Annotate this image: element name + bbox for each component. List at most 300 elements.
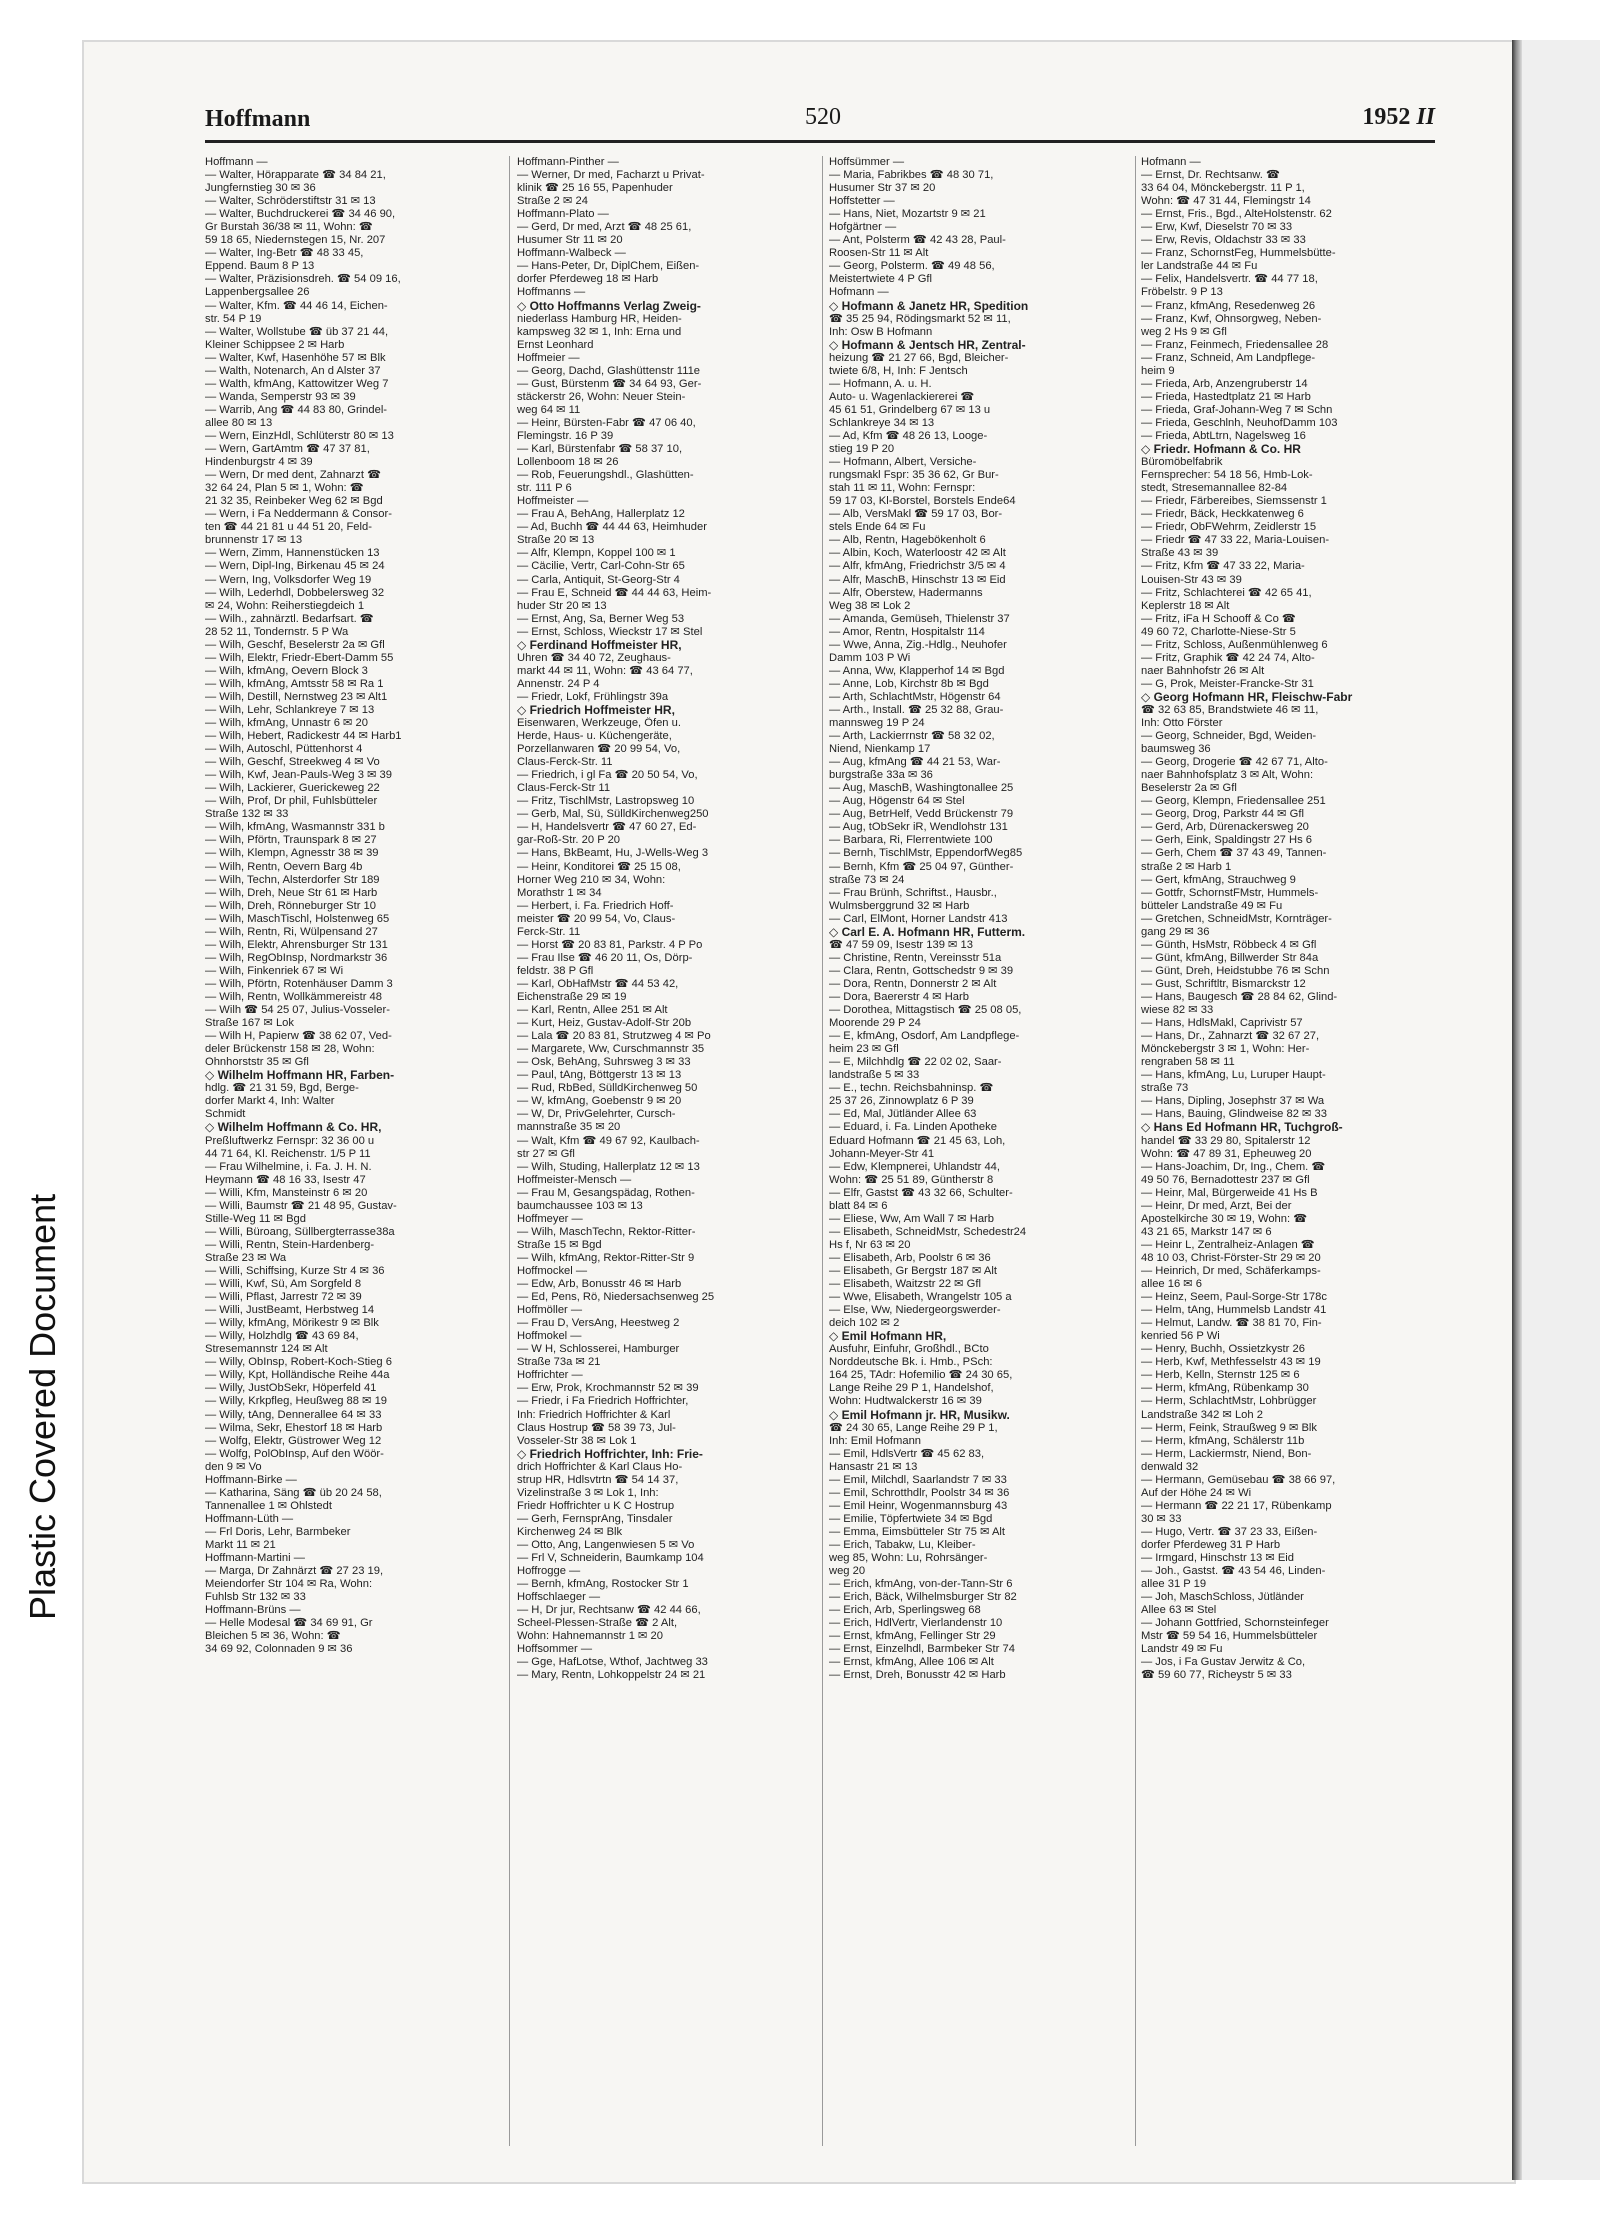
directory-line: — Günt, kfmAng, Billwerder Str 84a: [1141, 951, 1319, 964]
directory-line: — Mary, Rentn, Lohkoppelstr 24 ✉ 21: [517, 1669, 706, 1682]
directory-line: — Alfr, kfmAng, Friedrichstr 3/5 ✉ 4: [829, 560, 1006, 573]
directory-line: ◇ Friedr. Hofmann & Co. HR: [1141, 443, 1301, 457]
directory-line: — Frau E, Schneid ☎ 44 44 63, Heim-: [517, 586, 712, 599]
directory-line: — Georg, Klempn, Friedensallee 251: [1141, 795, 1326, 808]
directory-line: Meistertwiete 4 P Gfl: [829, 273, 933, 286]
directory-line: — Wern, Dr med dent, Zahnarzt ☎: [205, 469, 382, 482]
directory-line: Hoffrogge —: [517, 1565, 581, 1578]
directory-line: — Marga, Dr Zahnärzt ☎ 27 23 19,: [205, 1565, 384, 1578]
page-number: 520: [805, 104, 841, 130]
directory-line: — Hans, Bauing, Glindweise 82 ✉ 33: [1141, 1108, 1327, 1121]
directory-line: — Ed, Mal, Jütländer Allee 63: [829, 1108, 977, 1121]
directory-line: str. 54 P 19: [205, 312, 262, 325]
directory-line: — Willi, Büroang, Süllbergterrasse38a: [205, 1225, 395, 1238]
directory-line: Wohn: Hahnemannstr 1 ✉ 20: [517, 1630, 663, 1643]
directory-line: Ernst Leonhard: [517, 338, 594, 351]
directory-line: str 27 ✉ Gfl: [517, 1147, 575, 1160]
directory-line: — Gerh, FernsprAng, Tinsdaler: [517, 1512, 673, 1525]
directory-line: markt 44 ✉ 11, Wohn: ☎ 43 64 77,: [517, 664, 693, 677]
directory-line: — Heinr, Bürsten-Fabr ☎ 47 06 40,: [517, 416, 696, 429]
header-rule: [205, 140, 1435, 143]
directory-line: Ferck-Str. 11: [517, 925, 581, 938]
directory-line: str. 111 P 6: [517, 482, 572, 495]
directory-line: — Wilh, Pförtn, Rotenhäuser Damm 3: [205, 977, 393, 990]
directory-line: — Gerh, Chem ☎ 37 43 49, Tannen-: [1141, 847, 1327, 860]
directory-line: Claus-Ferck-Str 11: [517, 782, 611, 795]
directory-line: ◇ Otto Hoffmanns Verlag Zweig-: [517, 299, 701, 313]
directory-line: — Franz, SchornstFeg, Hummelsbütte-: [1141, 247, 1336, 260]
directory-line: — Wilh, Kwf, Jean-Pauls-Weg 3 ✉ 39: [205, 769, 392, 782]
directory-line: Hoffmöller —: [517, 1304, 583, 1317]
directory-line: 49 50 76, Bernadottestr 237 ✉ Gfl: [1141, 1173, 1310, 1186]
directory-line: Uhren ☎ 34 40 72, Zeughaus-: [517, 651, 671, 664]
directory-line: Niend, Nienkamp 17: [829, 743, 931, 756]
directory-line: — Ernst, Dr. Rechtsanw. ☎: [1141, 169, 1280, 182]
directory-line: ☎ 24 30 65, Lange Reihe 29 P 1,: [829, 1421, 998, 1434]
directory-line: — Dorothea, Mittagstisch ☎ 25 08 05,: [829, 1004, 1022, 1017]
directory-line: — Wanda, Semperstr 93 ✉ 39: [205, 390, 356, 403]
directory-line: ◇ Hofmann & Jentsch HR, Zentral-: [829, 338, 1026, 352]
directory-line: — Elisabeth, Gr Bergstr 187 ✉ Alt: [829, 1264, 997, 1277]
directory-line: — Wern, GartAmtm ☎ 47 37 81,: [205, 443, 370, 456]
directory-line: ◇ Hofmann & Janetz HR, Spedition: [829, 299, 1029, 313]
directory-line: — Walter, Buchdruckerei ☎ 34 46 90,: [205, 208, 396, 221]
directory-line: — Willy, tAng, Dennerallee 64 ✉ 33: [205, 1408, 382, 1421]
directory-line: Hoffmeister-Mensch —: [517, 1173, 632, 1186]
directory-line: — Wern, Dipl-Ing, Birkenau 45 ✉ 24: [205, 560, 385, 573]
directory-line: — Carl, ElMont, Horner Landstr 413: [829, 912, 1008, 925]
directory-line: — Hans, BkBeamt, Hu, J-Wells-Weg 3: [517, 847, 709, 860]
directory-line: — Franz, Kwf, Ohnsorgweg, Neben-: [1141, 312, 1322, 325]
directory-line: — Hofmann, A. u. H.: [829, 377, 932, 390]
directory-line: — Walter, Ing-Betr ☎ 48 33 45,: [205, 247, 364, 260]
directory-line: — Felix, Handelsvertr. ☎ 44 77 18,: [1141, 273, 1318, 286]
directory-line: burgstraße 33a ✉ 36: [829, 769, 933, 782]
directory-line: — Bernh, Kfm ☎ 25 04 97, Günther-: [829, 860, 1014, 873]
directory-line: — Wilh, Geschf, Beselerstr 2a ✉ Gfl: [205, 638, 385, 651]
directory-line: — Henry, Buchh, Ossietzkystr 26: [1141, 1343, 1305, 1356]
directory-line: Hoffmann —: [205, 156, 268, 168]
directory-line: — Dora, Baererstr 4 ✉ Harb: [829, 991, 969, 1003]
directory-line: — Erich, Tabakw, Lu, Kleiber-: [829, 1538, 976, 1551]
directory-line: brunnenstr 17 ✉ 13: [205, 534, 303, 547]
directory-line: ten ☎ 44 21 81 u 44 51 20, Feld-: [205, 521, 372, 534]
directory-line: Landstraße 342 ✉ Loh 2: [1141, 1408, 1263, 1421]
directory-line: — Ad, Buchh ☎ 44 44 63, Heimhuder: [517, 521, 707, 534]
directory-line: Herde, Haus- u. Küchengeräte,: [517, 730, 672, 743]
directory-line: Moorende 29 P 24: [829, 1017, 921, 1030]
directory-line: — Gust, Schriftltr, Bismarckstr 12: [1141, 977, 1306, 990]
page-header: [205, 102, 1435, 142]
directory-line: denwald 32: [1141, 1460, 1199, 1473]
directory-line: Auto- u. Wagenlackiererei ☎: [829, 390, 975, 403]
directory-line: — Wilh H, Papierw ☎ 38 62 07, Ved-: [205, 1030, 392, 1043]
directory-line: — Anne, Lob, Kirchstr 8b ✉ Bgd: [829, 677, 989, 690]
directory-line: — Helm, tAng, Hummelsb Landstr 41: [1141, 1304, 1327, 1317]
directory-line: ✉ 24, Wohn: Reiherstiegdeich 1: [205, 599, 365, 612]
directory-line: 59 18 65, Niedernstegen 15, Nr. 207: [205, 234, 386, 247]
directory-line: Hoffstetter —: [829, 195, 895, 208]
directory-line: — Ernst, kfmAng, Allee 106 ✉ Alt: [829, 1656, 994, 1669]
directory-line: Hoffmeyer —: [517, 1212, 583, 1225]
directory-line: — Fritz, Kfm ☎ 47 33 22, Maria-: [1141, 560, 1305, 573]
directory-line: Stresemannstr 124 ✉ Alt: [205, 1343, 328, 1356]
directory-line: — Karl, ObHafMstr ☎ 44 53 42,: [517, 977, 679, 990]
directory-line: — Walt, Kfm ☎ 49 67 92, Kaulbach-: [517, 1134, 700, 1147]
directory-line: ◇ Georg Hofmann HR, Fleischw-Fabr: [1141, 690, 1353, 704]
directory-line: — Günt, Dreh, Heidstubbe 76 ✉ Schn: [1141, 964, 1330, 977]
directory-line: — Frau Brünh, Schriftst., Hausbr.,: [829, 886, 997, 899]
directory-line: — Hans, Dr., Zahnarzt ☎ 32 67 27,: [1141, 1030, 1320, 1043]
directory-line: stedt, Stresemannallee 82-84: [1141, 482, 1288, 495]
directory-line: — Clara, Rentn, Gottschedstr 9 ✉ 39: [829, 964, 1014, 977]
directory-line: — Hans, Niet, Mozartstr 9 ✉ 21: [829, 208, 986, 221]
directory-line: 32 64 24, Plan 5 ✉ 1, Wohn: ☎: [205, 482, 364, 495]
directory-line: Hoffmann-Pinther —: [517, 156, 619, 168]
directory-line: — Herm, kfmAng, Schälerstr 11b: [1141, 1434, 1305, 1447]
directory-line: Porzellanwaren ☎ 20 99 54, Vo,: [517, 743, 681, 756]
directory-line: 164 25, TAdr: Hofemilio ☎ 24 30 65,: [829, 1369, 1013, 1382]
directory-line: — Walter, Präzisionsdreh. ☎ 54 09 16,: [205, 273, 401, 286]
directory-line: Straße 23 ✉ Wa: [205, 1251, 287, 1264]
directory-line: — Ernst, kfmAng, Fellinger Str 29: [829, 1630, 996, 1643]
directory-line: Louisen-Str 43 ✉ 39: [1141, 573, 1242, 586]
directory-line: Inh: Friedrich Hoffrichter & Karl: [517, 1408, 671, 1421]
directory-line: — Heinr L, Zentralheiz-Anlagen ☎: [1141, 1238, 1315, 1251]
directory-line: Friedr Hoffrichter u K C Hostrup: [517, 1499, 675, 1512]
directory-line: — G, Prok, Meister-Francke-Str 31: [1141, 677, 1314, 690]
directory-line: — Erich, Arb, Sperlingsweg 68: [829, 1604, 981, 1617]
directory-line: Morathstr 1 ✉ 34: [517, 886, 602, 899]
directory-line: Husumer Str 37 ✉ 20: [829, 182, 936, 195]
directory-line: — Wolfg, PolObInsp, Auf den Wöör-: [205, 1447, 384, 1460]
directory-line: Flemingstr. 16 P 39: [517, 429, 614, 442]
directory-line: — Aug, MaschB, Washingtonallee 25: [829, 782, 1014, 795]
directory-line: — Erw, Prok, Krochmannstr 52 ✉ 39: [517, 1382, 699, 1395]
directory-line: — Elfr, Gastst ☎ 43 32 66, Schulter-: [829, 1186, 1013, 1199]
directory-line: weg 64 ✉ 11: [517, 403, 581, 416]
directory-line: — Wilh, Hebert, Radickestr 44 ✉ Harb1: [205, 730, 402, 743]
directory-line: — Gerb, Mal, Sü, SülldKirchenweg250: [517, 808, 709, 821]
directory-line: Keplerstr 18 ✉ Alt: [1141, 599, 1230, 612]
directory-line: Hoffmann-Martini —: [205, 1552, 305, 1565]
directory-line: — Erich, Bäck, Wilhelmsburger Str 82: [829, 1591, 1017, 1604]
directory-line: drich Hoffrichter & Karl Claus Ho-: [517, 1460, 683, 1473]
directory-line: — Wern, Ing, Volksdorfer Weg 19: [205, 573, 372, 586]
directory-column-2: [517, 156, 811, 2146]
directory-line: — Arth., Install. ☎ 25 32 88, Grau-: [829, 703, 1004, 716]
directory-line: — W, Dr, PrivGelehrter, Cursch-: [517, 1108, 676, 1121]
directory-line: Kleiner Schippsee 2 ✉ Harb: [205, 338, 345, 351]
directory-line: — Georg, Drog, Parkstr 44 ✉ Gfl: [1141, 808, 1304, 821]
directory-line: — Frau Wilhelmine, i. Fa. J. H. N.: [205, 1160, 372, 1173]
directory-line: stäckerstr 26, Wohn: Neuer Stein-: [517, 390, 686, 403]
directory-line: — Aug, BetrHelf, Vedd Brückenstr 79: [829, 808, 1014, 821]
directory-line: — Emma, Eimsbütteler Str 75 ✉ Alt: [829, 1525, 1005, 1538]
directory-line: 21 32 35, Reinbeker Weg 62 ✉ Bgd: [205, 495, 383, 508]
directory-line: — Wilh, Destill, Nernstweg 23 ✉ Alt1: [205, 690, 388, 703]
header-volume: II: [1416, 104, 1435, 130]
directory-line: — Franz, Schneid, Am Landpflege-: [1141, 351, 1316, 364]
directory-line: — Wilh, kfmAng, Wasmannstr 331 b: [205, 821, 385, 834]
directory-line: — Aug, tObSekr iR, Wendlohstr 131: [829, 821, 1008, 834]
directory-line: Straße 167 ✉ Lok: [205, 1017, 294, 1030]
directory-line: — Friedr, Bäck, Heckkatenweg 6: [1141, 508, 1304, 521]
directory-line: — Walter, Schröderstiftstr 31 ✉ 13: [205, 195, 376, 208]
directory-line: ◇ Wilhelm Hoffmann HR, Farben-: [205, 1069, 395, 1083]
directory-line: — Herb, Kelln, Sternstr 125 ✉ 6: [1141, 1369, 1300, 1382]
directory-line: — Wilh, MaschTischl, Holstenweg 65: [205, 912, 390, 925]
directory-line: — Alfr, MaschB, Hinschstr 13 ✉ Eid: [829, 573, 1006, 586]
directory-line: — Frau Ilse ☎ 46 20 11, Os, Dörp-: [517, 951, 693, 964]
directory-line: — Cäcilie, Vertr, Carl-Cohn-Str 65: [517, 560, 685, 573]
directory-line: Tannenallee 1 ✉ Ohlstedt: [205, 1499, 332, 1512]
directory-line: Lappenbergsallee 26: [205, 286, 310, 299]
book-spine-edge: [1512, 40, 1522, 2180]
directory-line: — Christine, Rentn, Vereinsstr 51a: [829, 951, 1002, 964]
directory-line: Hofmann —: [1141, 156, 1201, 168]
directory-line: — Aug, kfmAng ☎ 44 21 53, War-: [829, 756, 1001, 769]
directory-line: Claus-Ferck-Str. 11: [517, 756, 613, 769]
directory-line: — Hans-Peter, Dr, DiplChem, Eißen-: [517, 260, 700, 273]
directory-line: — E, kfmAng, Osdorf, Am Landpflege-: [829, 1030, 1020, 1043]
directory-line: Eppend. Baum 8 P 13: [205, 260, 315, 273]
directory-line: — Ernst, Einzelhdl, Barmbeker Str 74: [829, 1643, 1015, 1656]
directory-line: weg 20: [829, 1565, 866, 1578]
directory-line: — Elisabeth, Waitzstr 22 ✉ Gfl: [829, 1278, 981, 1291]
directory-line: — Osk, BehAng, Suhrsweg 3 ✉ 33: [517, 1056, 691, 1069]
directory-line: Hoffmann-Brüns —: [205, 1604, 301, 1617]
directory-line: — Willy, JustObSekr, Höperfeld 41: [205, 1382, 377, 1395]
directory-line: deich 102 ✉ 2: [829, 1317, 900, 1330]
directory-line: — Wolfg, Elektr, Güstrower Weg 12: [205, 1434, 382, 1447]
directory-line: — Arth, SchlachtMstr, Högenstr 64: [829, 690, 1001, 703]
directory-line: — Walter, Kfm. ☎ 44 46 14, Eichen-: [205, 299, 388, 312]
directory-line: Hoffmockel —: [517, 1264, 588, 1277]
directory-line: — Warrib, Ang ☎ 44 83 80, Grindel-: [205, 403, 388, 416]
directory-line: ☎ 47 59 09, Isestr 139 ✉ 13: [829, 938, 973, 951]
directory-line: weg 2 Hs 9 ✉ Gfl: [1141, 325, 1227, 338]
directory-line: — H, Dr jur, Rechtsanw ☎ 42 44 66,: [517, 1604, 701, 1617]
directory-line: — Ernst, Dreh, Bonusstr 42 ✉ Harb: [829, 1669, 1006, 1682]
directory-line: Inh: Emil Hofmann: [829, 1434, 922, 1447]
directory-line: — Lala ☎ 20 83 81, Strutzweg 4 ✉ Po: [517, 1030, 711, 1043]
directory-line: Straße 2 ✉ 24: [517, 195, 588, 208]
directory-line: — Frieda, Geschlnh, NeuhofDamm 103: [1141, 416, 1338, 429]
directory-line: — Else, Ww, Niedergeorgswerder-: [829, 1304, 1001, 1317]
directory-line: — H, Handelsvertr ☎ 47 60 27, Ed-: [517, 821, 697, 834]
directory-line: — Hermann, Gemüsebau ☎ 38 66 97,: [1141, 1473, 1336, 1486]
directory-line: — Frieda, Graf-Johann-Weg 7 ✉ Schn: [1141, 403, 1333, 416]
directory-line: — Wilh, Dreh, Rönneburger Str 10: [205, 899, 376, 912]
directory-line: — Alb, VersMakl ☎ 59 17 03, Bor-: [829, 508, 1003, 521]
directory-line: Scheel-Plessen-Straße ☎ 2 Alt,: [517, 1617, 678, 1630]
directory-line: — Edw, Arb, Bonusstr 46 ✉ Harb: [517, 1278, 682, 1291]
directory-line: gar-Roß-Str. 20 P 20: [517, 834, 621, 847]
directory-line: Hoffmann-Lüth —: [205, 1512, 294, 1525]
directory-line: — Herb, Kwf, Methfesselstr 43 ✉ 19: [1141, 1356, 1321, 1369]
directory-line: — Franz, kfmAng, Resedenweg 26: [1141, 299, 1316, 312]
directory-line: Hoffmeister —: [517, 495, 589, 508]
directory-line: ◇ Hans Ed Hofmann HR, Tuchgroß-: [1141, 1121, 1343, 1135]
directory-line: Hoffmann-Walbeck —: [517, 247, 626, 260]
page-margin-right: [1522, 40, 1600, 2180]
directory-line: — Willi, Rentn, Stein-Hardenberg-: [205, 1238, 375, 1251]
directory-line: Schlankreye 34 ✉ 13: [829, 416, 935, 429]
directory-line: — Hans, Dipling, Josephstr 37 ✉ Wa: [1141, 1095, 1325, 1108]
directory-line: — Hans, kfmAng, Lu, Luruper Haupt-: [1141, 1069, 1326, 1082]
directory-line: blatt 84 ✉ 6: [829, 1199, 888, 1212]
directory-line: — Wilh., zahnärztl. Bedarfsart. ☎: [205, 612, 374, 625]
directory-line: Hoffschlaeger —: [517, 1591, 601, 1604]
directory-line: — Wilh, Geschf, Streekweg 4 ✉ Vo: [205, 756, 380, 769]
directory-line: — Herbert, i. Fa. Friedrich Hoff-: [517, 899, 674, 912]
directory-line: — Alfr, Klempn, Koppel 100 ✉ 1: [517, 547, 676, 560]
directory-line: — Willy, ObInsp, Robert-Koch-Stieg 6: [205, 1356, 392, 1369]
directory-line: Apostelkirche 30 ✉ 19, Wohn: ☎: [1141, 1212, 1308, 1225]
directory-line: Stille-Weg 11 ✉ Bgd: [205, 1212, 306, 1225]
directory-line: — Frieda, Arb, Anzengruberstr 14: [1141, 377, 1308, 390]
directory-line: Schmidt: [205, 1108, 246, 1121]
directory-line: allee 31 P 19: [1141, 1578, 1207, 1591]
directory-line: — Wilh, kfmAng, Oevern Block 3: [205, 664, 368, 677]
directory-line: — Aug, Högenstr 64 ✉ Stel: [829, 795, 965, 808]
directory-line: — Amanda, Gemüseh, Thielenstr 37: [829, 612, 1010, 625]
directory-line: — Wilh, Pförtn, Traunspark 8 ✉ 27: [205, 834, 377, 847]
directory-line: — Ernst, Schloss, Wieckstr 17 ✉ Stel: [517, 625, 703, 638]
directory-line: — Georg, Polsterm. ☎ 49 48 56,: [829, 260, 995, 273]
directory-line: — Erich, HdlVertr, Vierlandenstr 10: [829, 1617, 1003, 1630]
directory-line: — Hans, Baugesch ☎ 28 84 62, Glind-: [1141, 991, 1338, 1003]
directory-line: — Willi, Schiffsing, Kurze Str 4 ✉ 36: [205, 1264, 385, 1277]
directory-column-1: [205, 156, 499, 2146]
directory-column-4: [1141, 156, 1435, 2146]
directory-line: — Wilh, Rentn, Ri, Wülpensand 27: [205, 925, 378, 938]
directory-line: Eisenwaren, Werkzeuge, Öfen u.: [517, 717, 681, 730]
directory-line: — Carla, Antiquit, St-Georg-Str 4: [517, 573, 680, 586]
directory-line: — Hans, HdlsMakl, Caprivistr 57: [1141, 1017, 1303, 1030]
directory-line: Wohn: Hudtwalckerstr 16 ✉ 39: [829, 1395, 982, 1408]
directory-line: — Hugo, Vertr. ☎ 37 23 33, Eißen-: [1141, 1525, 1318, 1538]
directory-line: — Wilh, Elektr, Friedr-Ebert-Damm 55: [205, 651, 394, 664]
directory-line: — Helmut, Landw. ☎ 38 81 70, Fin-: [1141, 1317, 1322, 1330]
directory-line: — Herm, Feink, Straußweg 9 ✉ Blk: [1141, 1421, 1317, 1434]
directory-line: — Fritz, Graphik ☎ 42 24 74, Alto-: [1141, 651, 1315, 664]
directory-line: — Friedr, Färbereibes, Siemssenstr 1: [1141, 495, 1327, 508]
directory-line: — Barbara, Ri, Flerrentwiete 100: [829, 834, 993, 847]
directory-line: — Heinr, Konditorei ☎ 25 15 08,: [517, 860, 681, 873]
directory-line: — Georg, Dachd, Glashüttenstr 111e: [517, 364, 701, 377]
directory-line: — Willy, kfmAng, Mörikestr 9 ✉ Blk: [205, 1317, 379, 1330]
directory-line: Straße 132 ✉ 33: [205, 808, 289, 821]
directory-line: gang 29 ✉ 36: [1141, 925, 1210, 938]
directory-line: — Elisabeth, Arb, Poolstr 6 ✉ 36: [829, 1251, 991, 1264]
directory-line: Inh: Otto Förster: [1141, 717, 1223, 730]
directory-line: naer Bahnhofsplatz 3 ✉ Alt, Wohn:: [1141, 769, 1314, 782]
directory-line: Hoffmeier —: [517, 351, 580, 364]
directory-line: — Wilh, kfmAng, Unnastr 6 ✉ 20: [205, 717, 368, 730]
directory-line: — Willy, Krkpfleg, Heußweg 88 ✉ 19: [205, 1395, 388, 1408]
directory-line: Ausfuhr, Einfuhr, Großhdl., BCto: [829, 1343, 989, 1356]
directory-line: landstraße 5 ✉ 33: [829, 1069, 920, 1082]
directory-line: — Wilh ☎ 54 25 07, Julius-Vosseler-: [205, 1004, 390, 1017]
directory-line: Hoffmann-Plato —: [517, 208, 609, 221]
directory-line: — Dora, Rentn, Donnerstr 2 ✉ Alt: [829, 977, 997, 990]
directory-line: — Frieda, Hastedtplatz 21 ✉ Harb: [1141, 390, 1311, 403]
directory-line: — Wilh, kfmAng, Amtsstr 58 ✉ Ra 1: [205, 677, 384, 690]
directory-line: — Wilh, Prof, Dr phil, Fuhlsbütteler: [205, 795, 378, 808]
directory-line: — Wilh, Lehr, Schlankreye 7 ✉ 13: [205, 703, 375, 716]
directory-line: — Ed, Pens, Rö, Niedersachsenweg 25: [517, 1291, 715, 1304]
directory-line: ☎ 32 63 85, Brandstwiete 46 ✉ 11,: [1141, 703, 1319, 716]
directory-line: — Alb, Rentn, Hagebökenholt 6: [829, 534, 986, 547]
directory-line: ◇ Friedrich Hoffrichter, Inh: Frie-: [517, 1447, 703, 1461]
directory-line: — Herm, kfmAng, Rübenkamp 30: [1141, 1382, 1309, 1395]
directory-line: Straße 73a ✉ 21: [517, 1356, 601, 1369]
directory-line: Mönckebergstr 3 ✉ 1, Wohn: Her-: [1141, 1043, 1310, 1056]
directory-line: Auf der Höhe 24 ✉ Wi: [1141, 1486, 1252, 1499]
directory-line: — Karl, Bürstenfabr ☎ 58 37 10,: [517, 443, 683, 456]
directory-line: Gr Burstah 36/38 ✉ 11, Wohn: ☎: [205, 221, 373, 234]
directory-line: — Edw, Klempnerei, Uhlandstr 44,: [829, 1160, 1001, 1173]
directory-line: stels Ende 64 ✉ Fu: [829, 521, 926, 534]
directory-line: — Franz, Feinmech, Friedensallee 28: [1141, 338, 1329, 351]
directory-line: ◇ Wilhelm Hoffmann & Co. HR,: [205, 1121, 382, 1135]
directory-line: Fernsprecher: 54 18 56, Hmb-Lok-: [1141, 469, 1313, 482]
directory-line: — Elisabeth, SchneidMstr, Schedestr24: [829, 1225, 1027, 1238]
directory-line: — Friedr, Lokf, Frühlingstr 39a: [517, 690, 669, 703]
directory-line: — Heinrich, Dr med, Schäferkamps-: [1141, 1264, 1321, 1277]
directory-line: — Albin, Koch, Waterloostr 42 ✉ Alt: [829, 547, 1006, 560]
directory-line: — E, Milchhdlg ☎ 22 02 02, Saar-: [829, 1056, 1002, 1069]
directory-line: — Ad, Kfm ☎ 48 26 13, Looge-: [829, 429, 988, 442]
directory-line: — Wern, i Fa Neddermann & Consor-: [205, 508, 392, 521]
directory-line: — Bernh, TischlMstr, EppendorfWeg85: [829, 847, 1023, 860]
directory-line: — Maria, Fabrikbes ☎ 48 30 71,: [829, 169, 994, 182]
header-surname: Hoffmann: [205, 106, 311, 132]
directory-line: — Gottfr, SchornstFMstr, Hummels-: [1141, 886, 1319, 899]
directory-line: — Walth, Notenarch, An d Alster 37: [205, 364, 381, 377]
directory-line: Claus Hostrup ☎ 58 39 73, Jul-: [517, 1421, 676, 1434]
directory-line: — Wilh, Autoschl, Püttenhorst 4: [205, 743, 363, 756]
directory-line: Damm 103 P Wi: [829, 651, 911, 664]
directory-line: ler Landstraße 44 ✉ Fu: [1141, 260, 1258, 273]
directory-line: weg 85, Wohn: Lu, Rohrsänger-: [829, 1552, 988, 1565]
directory-line: Hs f, Nr 63 ✉ 20: [829, 1238, 911, 1251]
directory-line: — Hofmann, Albert, Versiche-: [829, 456, 977, 469]
directory-line: niederlass Hamburg HR, Heiden-: [517, 312, 682, 325]
directory-line: straße 73: [1141, 1082, 1189, 1095]
directory-line: — Wern, Zimm, Hannenstücken 13: [205, 547, 380, 560]
directory-line: — Wilh, Elektr, Ahrensburger Str 131: [205, 938, 388, 951]
directory-line: wiese 82 ✉ 33: [1141, 1004, 1214, 1017]
directory-line: Hansastr 21 ✉ 13: [829, 1460, 918, 1473]
directory-line: — Gretchen, SchneidMstr, Kornträger-: [1141, 912, 1332, 925]
directory-line: heim 9: [1141, 364, 1175, 377]
directory-line: heizung ☎ 21 27 66, Bgd, Bleicher-: [829, 351, 1009, 364]
directory-line: Büromöbelfabrik: [1141, 456, 1223, 469]
directory-line: — Wwe, Anna, Zig.-Hdlg., Neuhofer: [829, 638, 1007, 651]
directory-line: Allee 63 ✉ Stel: [1141, 1604, 1217, 1617]
directory-line: — Wwe, Elisabeth, Wrangelstr 105 a: [829, 1291, 1012, 1304]
directory-line: 33 64 04, Mönckebergstr. 11 P 1,: [1141, 182, 1305, 195]
directory-line: — Willy, Kpt, Holländische Reihe 44a: [205, 1369, 390, 1382]
directory-line: 34 69 92, Colonnaden 9 ✉ 36: [205, 1643, 353, 1656]
directory-line: Vosseler-Str 38 ✉ Lok 1: [517, 1434, 637, 1447]
directory-line: — Joh., Gastst. ☎ 43 54 46, Linden-: [1141, 1565, 1326, 1578]
directory-line: Horner Weg 210 ✉ 34, Wohn:: [517, 873, 666, 886]
directory-line: Lange Reihe 29 P 1, Handelshof,: [829, 1382, 994, 1395]
